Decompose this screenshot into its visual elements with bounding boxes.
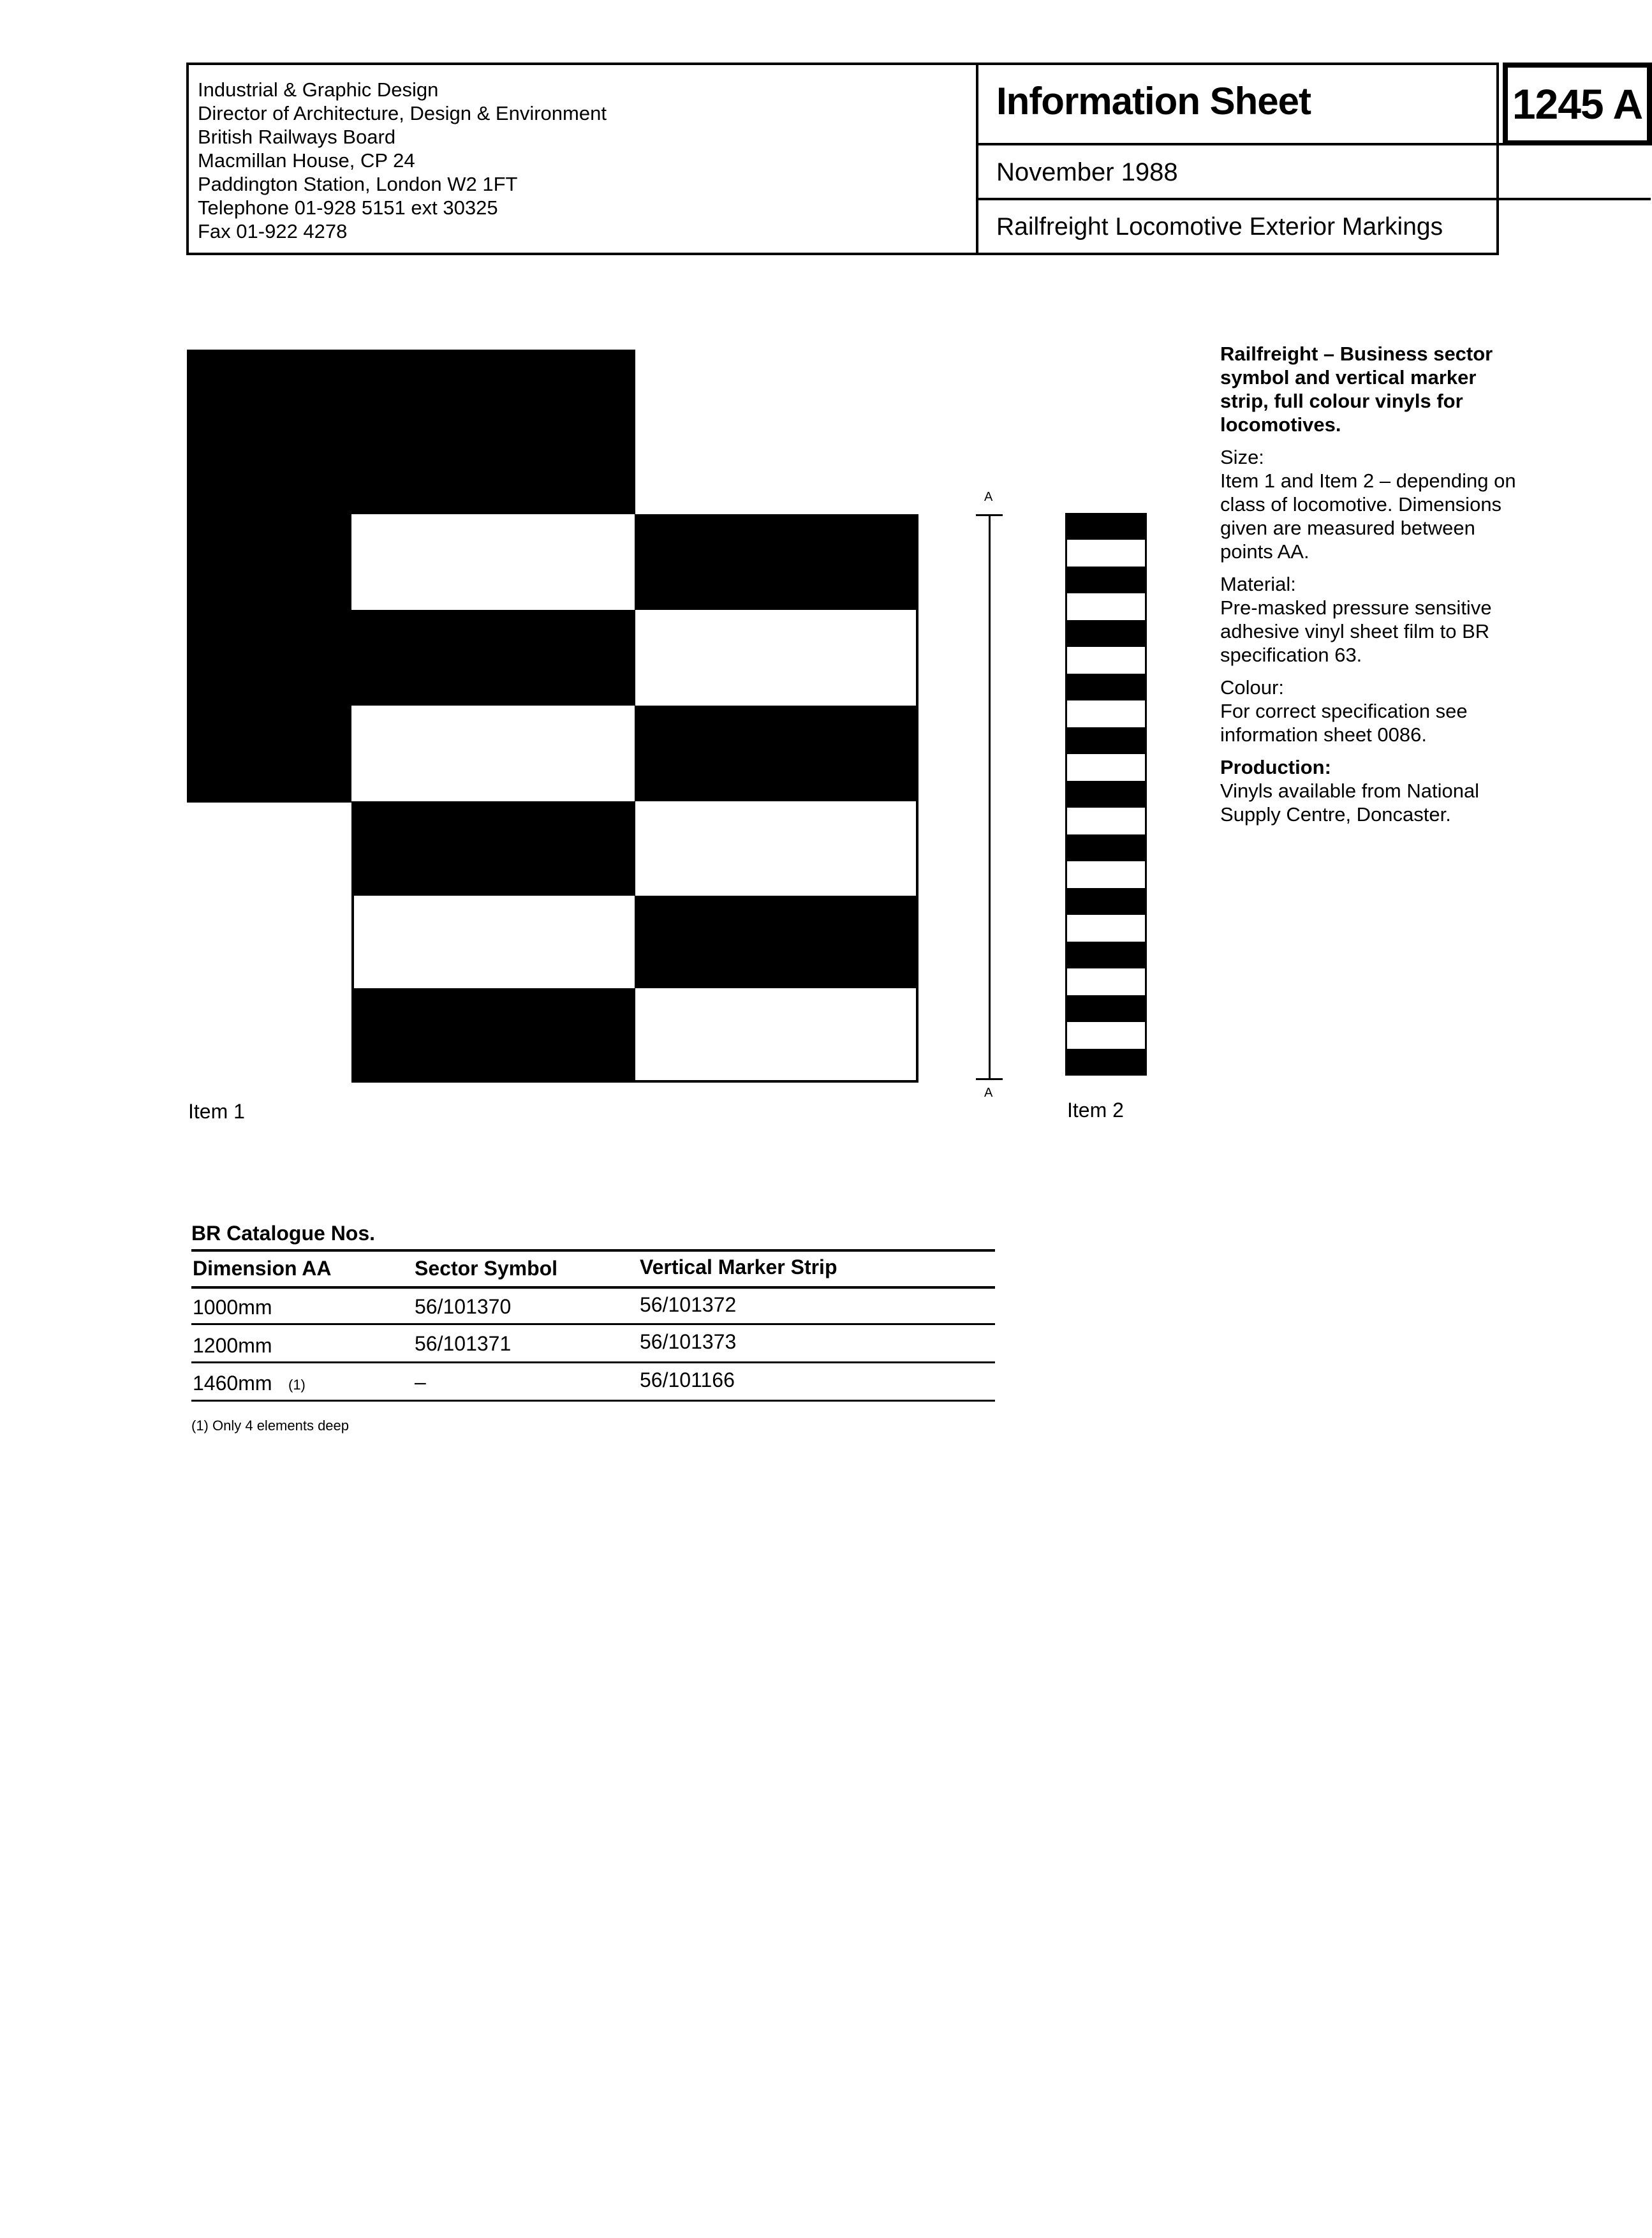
row-dimension: 1460mm xyxy=(193,1372,272,1395)
symbol-block xyxy=(187,350,635,514)
strip-bar xyxy=(1065,727,1147,754)
item2-label: Item 2 xyxy=(1067,1099,1124,1122)
colour-label: Colour: xyxy=(1220,676,1284,699)
row-sector-symbol: 56/101370 xyxy=(415,1295,512,1318)
strip-outline xyxy=(1145,968,1147,995)
address-line: Macmillan House, CP 24 xyxy=(198,149,415,172)
strip-bar xyxy=(1065,513,1147,540)
symbol-block xyxy=(351,801,635,896)
strip-bar xyxy=(1065,834,1147,861)
strip-outline xyxy=(1145,700,1147,727)
strip-outline xyxy=(1065,593,1067,620)
strip-outline xyxy=(1065,700,1067,727)
strip-bar xyxy=(1065,781,1147,808)
production-label: Production: xyxy=(1220,756,1331,778)
symbol-block xyxy=(187,514,351,803)
title-cell xyxy=(978,65,1651,145)
row-marker-strip: 56/101373 xyxy=(640,1330,737,1353)
production-text: Vinyls available from National Supply Centre, Doncaster. xyxy=(1220,780,1480,826)
header-marker-strip: Vertical Marker Strip xyxy=(640,1256,837,1278)
table-rule xyxy=(191,1400,995,1402)
symbol-block xyxy=(351,988,635,1083)
header-box xyxy=(186,63,1643,255)
row-sector-symbol: – xyxy=(415,1370,426,1393)
strip-outline xyxy=(1065,1022,1067,1049)
date-cell xyxy=(978,145,1651,200)
description-heading: Railfreight – Business sector symbol and vertical marker strip, full colour vinyls for locomotives. xyxy=(1220,343,1493,436)
subject-cell xyxy=(978,200,1651,253)
table-rule xyxy=(191,1249,995,1252)
strip-outline xyxy=(1065,540,1067,567)
strip-bar xyxy=(1065,620,1147,647)
strip-bar xyxy=(1065,888,1147,915)
table-rule xyxy=(191,1361,995,1363)
address-line: Fax 01-922 4278 xyxy=(198,220,348,242)
strip-outline xyxy=(1145,915,1147,942)
table-rule xyxy=(191,1323,995,1325)
address-block xyxy=(189,65,978,253)
strip-outline xyxy=(1065,968,1067,995)
address-line: Paddington Station, London W2 1FT xyxy=(198,173,518,195)
point-a-top: A xyxy=(984,490,993,504)
strip-bar xyxy=(1065,567,1147,593)
colour-text: For correct specification see information sheet 0086. xyxy=(1220,700,1468,746)
outline xyxy=(351,896,354,988)
strip-outline xyxy=(1065,861,1067,888)
address-line: Telephone 01-928 5151 ext 30325 xyxy=(198,196,498,219)
strip-outline xyxy=(1145,540,1147,567)
issue-date: November 1988 xyxy=(996,158,1178,186)
strip-outline xyxy=(1145,1022,1147,1049)
description xyxy=(1220,342,1520,835)
table-footnote: (1) Only 4 elements deep xyxy=(191,1418,350,1434)
item1-label: Item 1 xyxy=(188,1100,245,1123)
strip-outline xyxy=(1145,647,1147,674)
address-line: British Railways Board xyxy=(198,126,396,148)
header-sector-symbol: Sector Symbol xyxy=(415,1257,558,1280)
symbol-block xyxy=(351,610,635,706)
strip-outline xyxy=(1145,861,1147,888)
sheet-number: 1245 A xyxy=(1503,63,1652,145)
symbol-block xyxy=(635,706,918,801)
strip-outline xyxy=(1065,647,1067,674)
outline xyxy=(916,988,918,1083)
symbol-block xyxy=(635,896,918,988)
strip-outline xyxy=(1145,593,1147,620)
material-label: Material: xyxy=(1220,573,1296,595)
subject: Railfreight Locomotive Exterior Markings xyxy=(996,213,1443,241)
outline xyxy=(635,1080,918,1083)
size-text: Item 1 and Item 2 – depending on class of locomotive. Dimensions given are measured between points AA. xyxy=(1220,470,1516,563)
strip-outline xyxy=(1145,754,1147,781)
strip-outline xyxy=(1065,915,1067,942)
catalogue-title: BR Catalogue Nos. xyxy=(191,1222,376,1245)
size-label: Size: xyxy=(1220,446,1264,468)
dimension-tick-bottom xyxy=(976,1078,1003,1080)
strip-bar xyxy=(1065,674,1147,700)
row-marker-strip: 56/101166 xyxy=(640,1368,735,1391)
strip-bar xyxy=(1065,942,1147,968)
strip-outline xyxy=(1065,808,1067,834)
address-line: Industrial & Graphic Design xyxy=(198,78,439,101)
row-dimension: 1000mm xyxy=(193,1296,272,1319)
table-rule xyxy=(191,1286,995,1289)
strip-bar xyxy=(1065,995,1147,1022)
point-a-bottom: A xyxy=(984,1086,993,1100)
header-dimension: Dimension AA xyxy=(193,1257,332,1280)
dimension-line xyxy=(989,514,991,1079)
strip-bar xyxy=(1065,1049,1147,1076)
row-sector-symbol: 56/101371 xyxy=(415,1332,512,1355)
outline xyxy=(916,610,918,706)
strip-outline xyxy=(1065,754,1067,781)
address-line: Director of Architecture, Design & Environment xyxy=(198,102,607,124)
strip-outline xyxy=(1145,808,1147,834)
row-dimension: 1200mm xyxy=(193,1334,272,1357)
symbol-block xyxy=(635,514,918,610)
outline xyxy=(916,801,918,896)
page-title: Information Sheet xyxy=(996,80,1311,122)
row-marker-strip: 56/101372 xyxy=(640,1293,737,1316)
row-note: (1) xyxy=(288,1377,306,1393)
material-text: Pre-masked pressure sensitive adhesive vinyl sheet film to BR specification 63. xyxy=(1220,597,1492,666)
